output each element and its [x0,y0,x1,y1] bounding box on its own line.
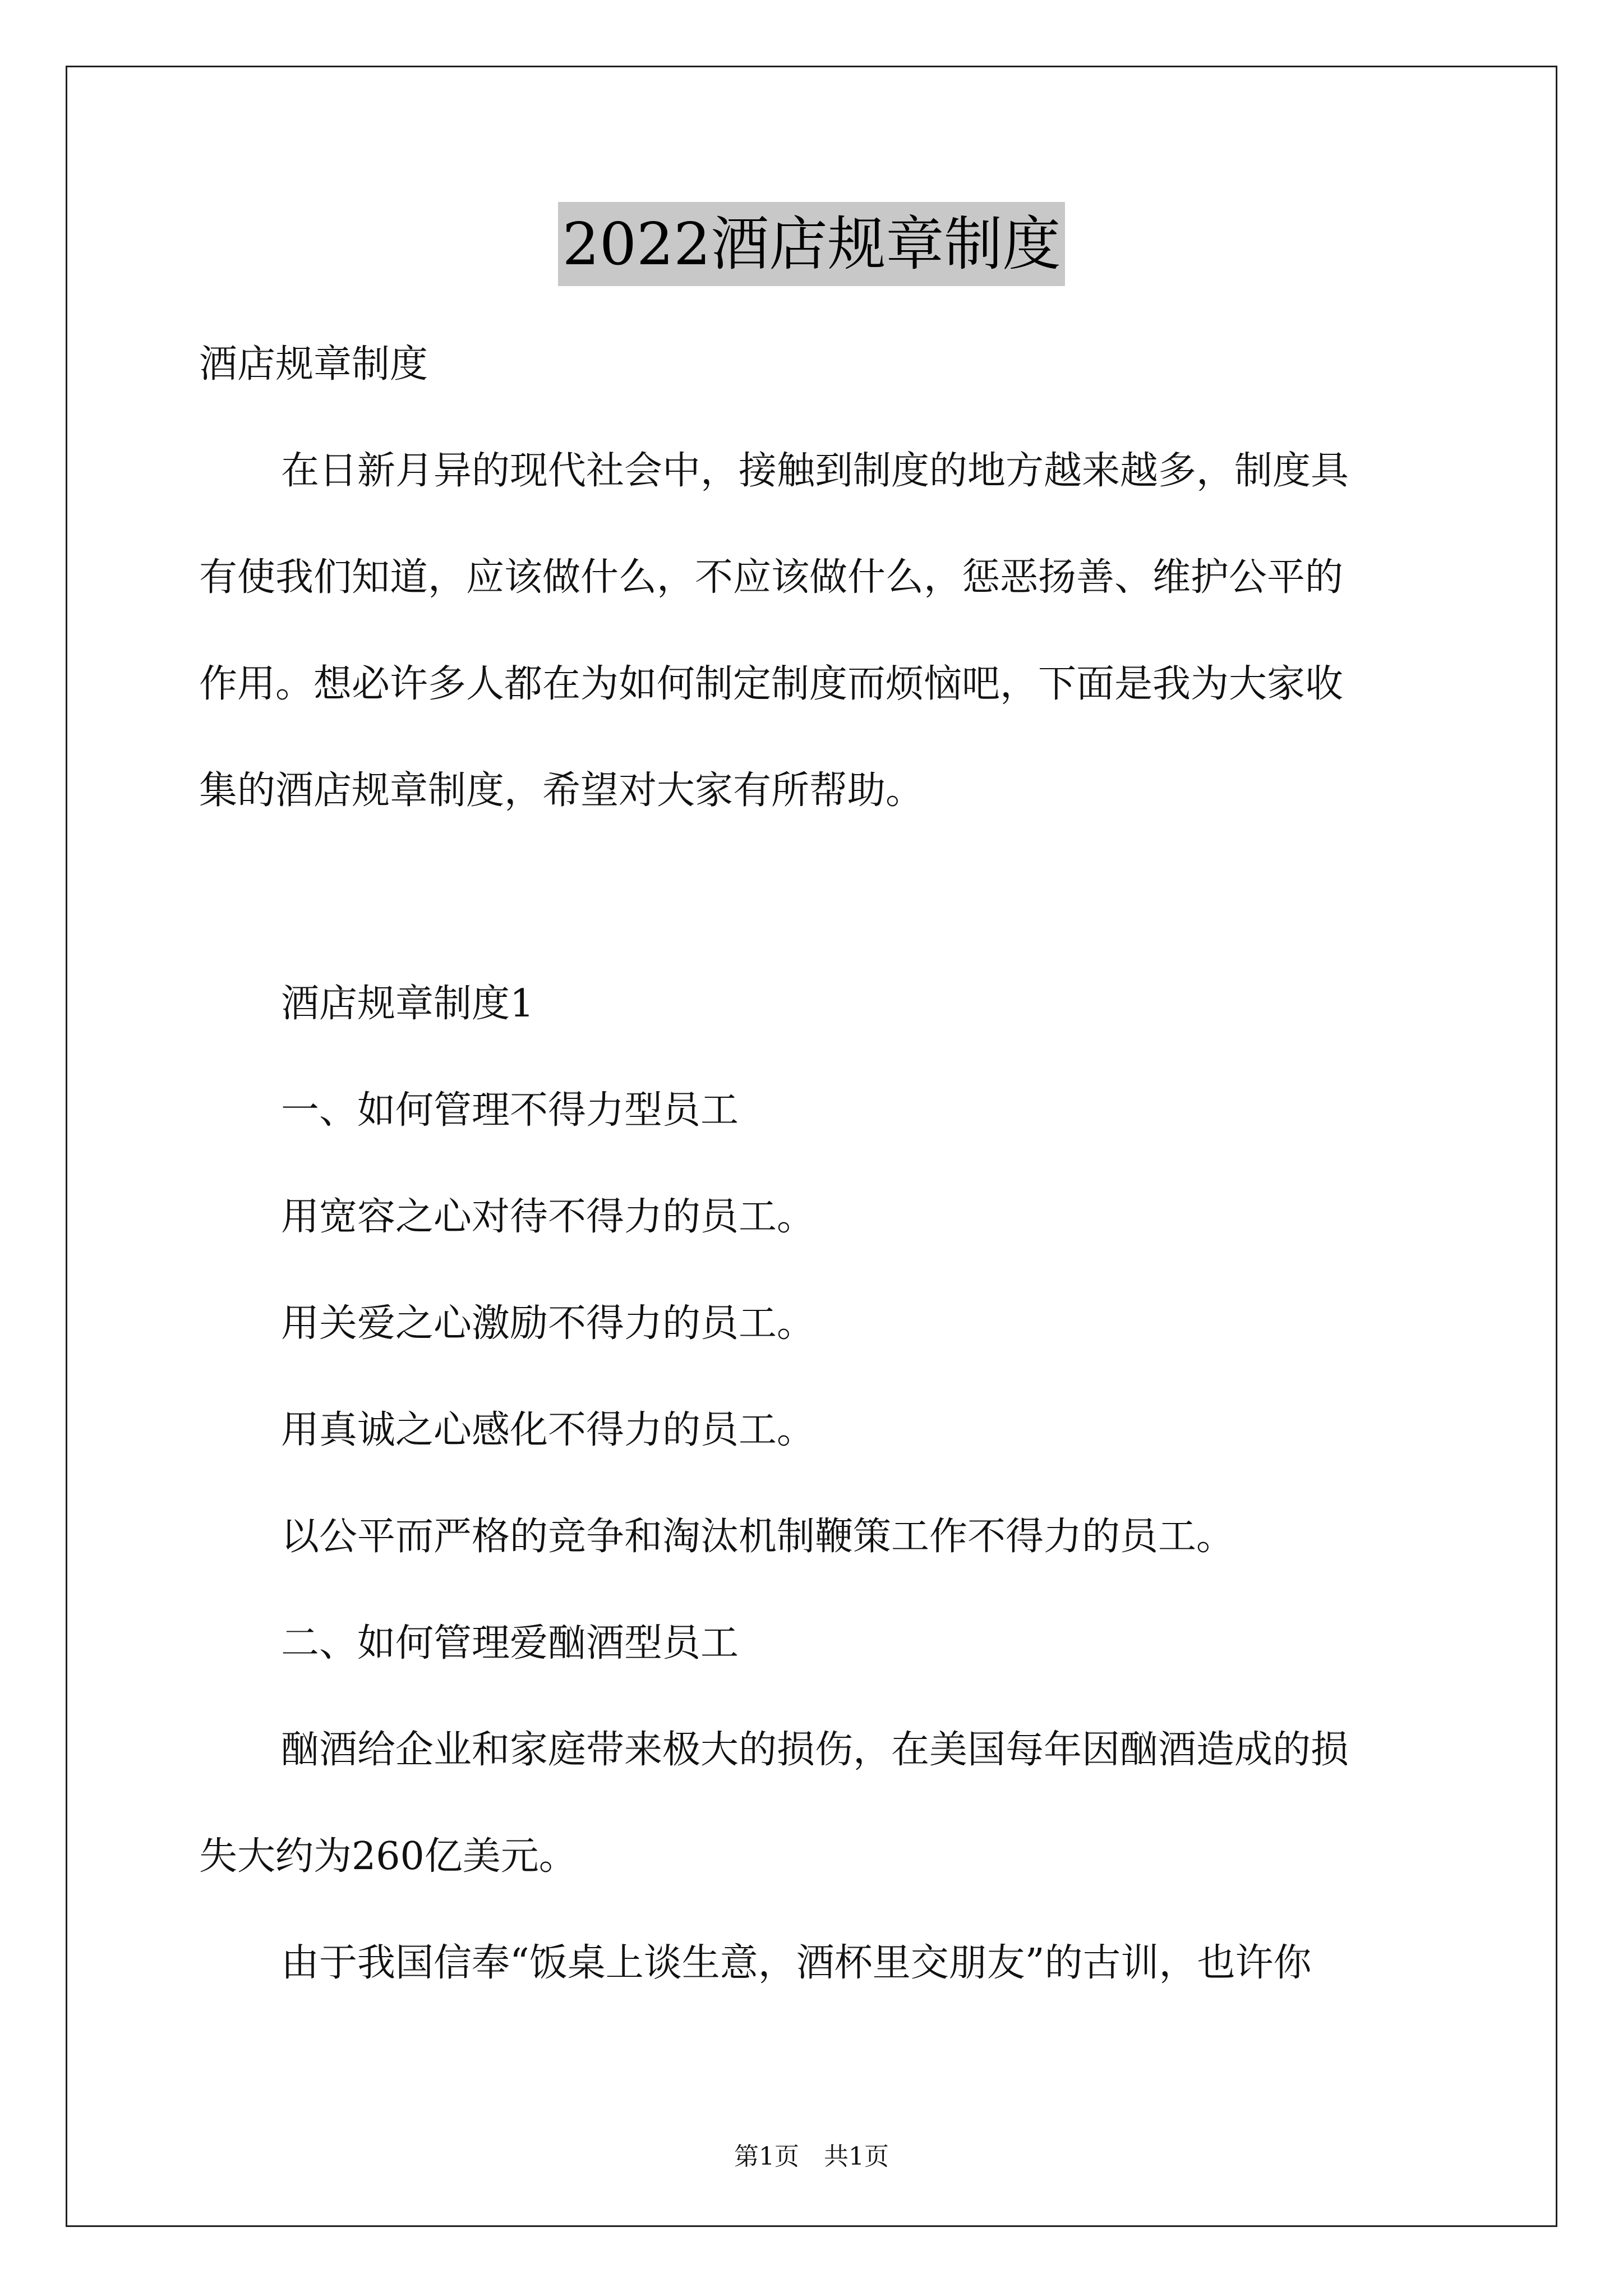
paragraph-line: 失大约为260亿美元。 [199,1834,577,1879]
list-item: 用宽容之心对待不得力的员工。 [281,1195,815,1239]
document-title: 2022酒店规章制度 [558,202,1066,286]
paragraph-line: 有使我们知道，应该做什么，不应该做什么，惩恶扬善、维护公平的 [199,555,1344,600]
list-item: 用关爱之心激励不得力的员工。 [281,1301,815,1346]
page-number: 第1页 共1页 [734,2142,889,2171]
paragraph-line: 集的酒店规章制度，希望对大家有所帮助。 [199,769,924,813]
paragraph-line: 作用。想必许多人都在为如何制定制度而烦恼吧，下面是我为大家收 [199,662,1344,706]
document-body [199,311,1433,2017]
list-heading: 二、如何管理爱酗酒型员工 [281,1621,739,1665]
list-item: 用真诚之心感化不得力的员工。 [281,1408,815,1452]
paragraph-line: 由于我国信奉“饭桌上谈生意，酒杯里交朋友”的古训，也许你 [281,1941,1312,1985]
paragraph-line: 酗酒给企业和家庭带来极大的损伤，在美国每年因酗酒造成的损 [281,1728,1349,1772]
list-item: 以公平而严格的竞争和淘汰机制鞭策工作不得力的员工。 [281,1515,1235,1559]
subsection-heading: 酒店规章制度1 [281,982,534,1026]
page-footer [0,2140,1623,2174]
blank-line [199,844,1433,951]
title-container [0,202,1623,286]
paragraph-line: 在日新月异的现代社会中，接触到制度的地方越来越多，制度具 [281,449,1349,493]
section-heading: 酒店规章制度 [199,342,428,386]
list-heading: 一、如何管理不得力型员工 [281,1088,739,1133]
